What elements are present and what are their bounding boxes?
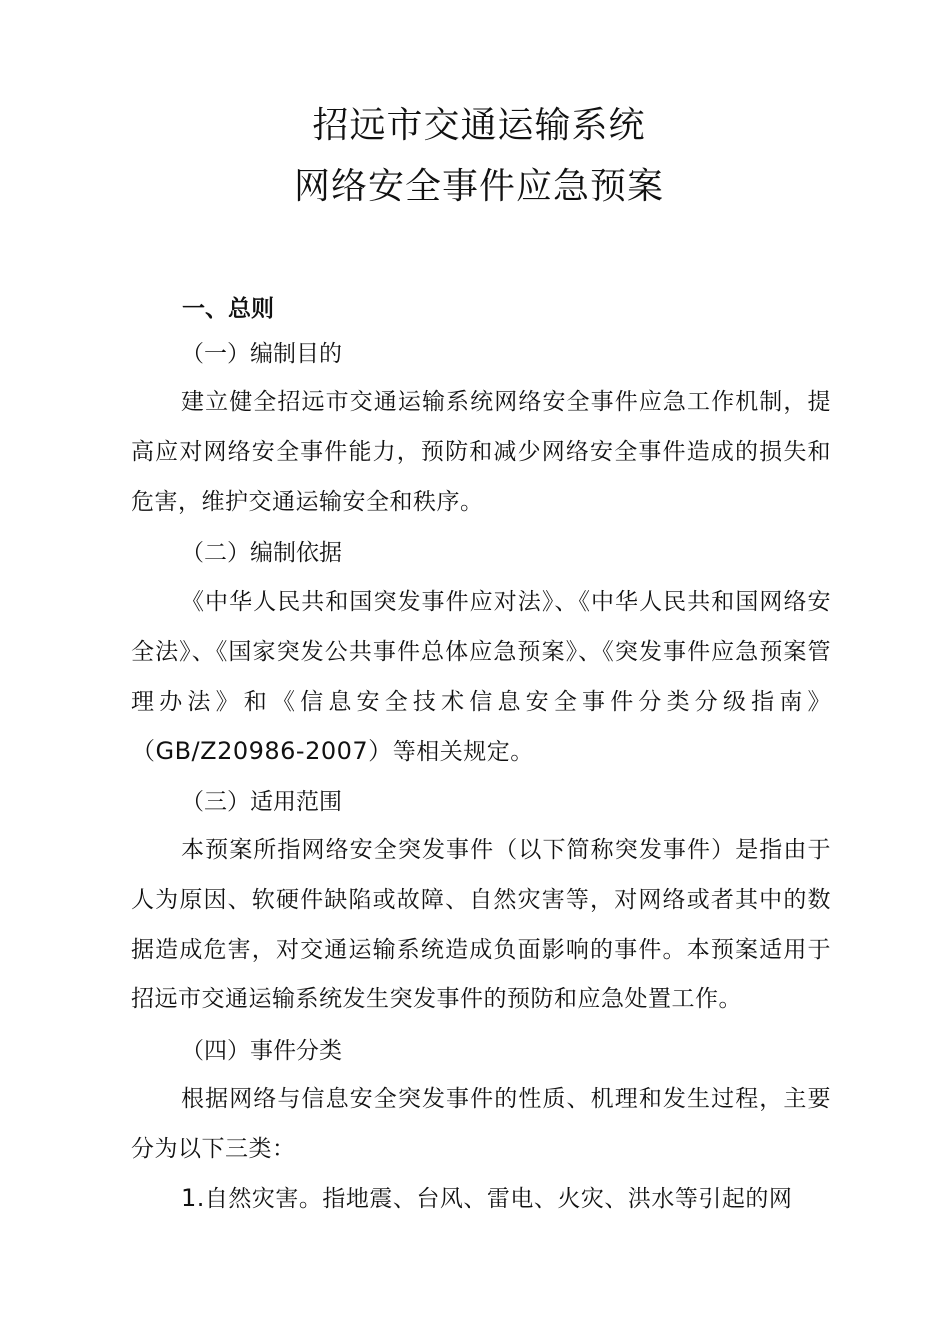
paragraph-classification: 根据网络与信息安全突发事件的性质、机理和发生过程，主要分为以下三类： <box>131 1086 831 1162</box>
paragraph-basis <box>131 578 831 778</box>
subsection-heading-scope: （三）适用范围 <box>181 789 342 815</box>
subsection-heading-purpose: （一）编制目的 <box>181 341 342 367</box>
list-item-natural-disaster <box>131 1174 831 1225</box>
document-title-line-1: 招远市交通运输系统 <box>312 105 646 146</box>
list-item-number: 1. <box>181 1184 205 1212</box>
basis-text-ending: 等相关规定。 <box>392 739 534 766</box>
section-heading-general: 一、总则 <box>182 296 274 322</box>
paragraph-scope: 本预案所指网络安全突发事件（以下简称突发事件）是指由于人为原因、软硬件缺陷或故障、自然灾害等，对网络或者其中的数据造成危害，对交通运输系统造成负面影响的事件。本预案适用于招远市交通运输系统发生突发事件的预防和应急处置工作。 <box>131 837 831 1013</box>
basis-text-laws: 《中华人民共和国突发事件应对法》、《中华人民共和国网络安全法》、《国家突发公共事件总体应急预案》、《突发事件应急预案管理办法》和《信息安全技术信息安全事件分类分级指南》 <box>131 589 831 715</box>
subsection-heading-classification: （四）事件分类 <box>181 1038 342 1064</box>
subsection-heading-basis: （二）编制依据 <box>181 540 342 566</box>
basis-standard-code: （GB/Z20986-2007） <box>131 737 393 766</box>
document-title-line-2: 网络安全事件应急预案 <box>293 166 664 207</box>
paragraph-purpose: 建立健全招远市交通运输系统网络安全事件应急工作机制，提高应对网络安全事件能力，预防和减少网络安全事件造成的损失和危害，维护交通运输安全和秩序。 <box>131 389 831 515</box>
list-item-text: 自然灾害。指地震、台风、雷电、火灾、洪水等引起的网 <box>204 1186 793 1212</box>
